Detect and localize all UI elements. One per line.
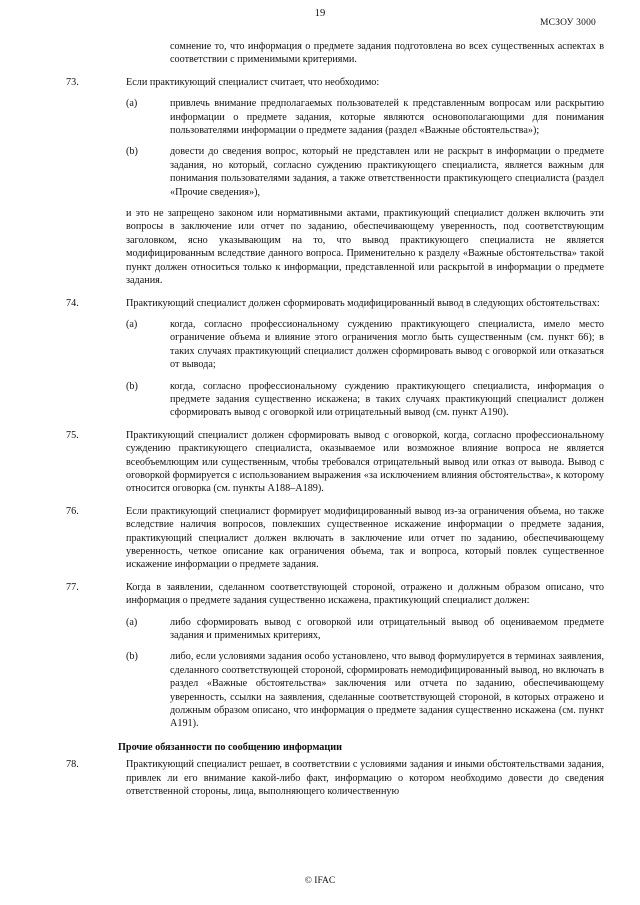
paragraph-77	[66, 581, 604, 731]
continuation-paragraph	[126, 40, 604, 67]
paragraph-number: 76.	[66, 505, 79, 517]
list-item-text: либо, если условиями задания особо установлено, что вывод формулируется в терминах заявления, сделанного соответствующей стороной, сформировать немодифицированный вывод, но включать в раздел «Важные обстоятельства» заключения или отчета по заданию, обеспечивающему уверенность, ссылки на заявления, сделанные соответствующей стороной, в которых отражено и должным образом описано, что информация о предмете задания существенно искажена (см. пункт A191).	[170, 651, 604, 730]
footer-copyright: © IFAC	[304, 876, 336, 886]
list-item-text: либо сформировать вывод с оговоркой или отрицательный вывод об оцениваемом предмете задания и применимых критериях,	[170, 616, 604, 642]
list-item	[126, 318, 604, 372]
list-item-text: довести до сведения вопрос, который не представлен или не раскрыт в информации о предмете задания, но который, согласно суждению практикующего специалиста, является важным для понимания пользователями задания, а также ответственности практикующего специалиста (раздел «Прочие сведения»),	[170, 146, 604, 198]
page-number: 19	[314, 8, 326, 19]
list-item-text: когда, согласно профессиональному суждению практикующего специалиста, информация о предмете задания существенно искажена; в таких случаях практикующий специалист должен сформировать вывод с оговоркой или отрицательный вывод (см. пункт A190).	[170, 380, 604, 419]
paragraph-text: Практикующий специалист должен сформировать модифицированный вывод в следующих обстоятельствах:	[126, 297, 600, 309]
paragraph-number: 77.	[66, 581, 79, 593]
paragraph-75	[66, 429, 604, 496]
list-item	[126, 650, 604, 730]
list-item	[126, 616, 604, 643]
paragraph-number: 74.	[66, 297, 79, 309]
list-item-label: (a)	[126, 318, 138, 330]
list-item	[126, 97, 604, 137]
paragraph-text: Практикующий специалист должен сформировать вывод с оговоркой, когда, согласно профессиональному суждению практикующего специалиста, оказываемое или возможное влияние вопроса не является всеобъемлющим или существенным, чтобы требовался отрицательный вывод или отказ от вывода. Вывод с оговоркой формируется с использованием выражения «за исключением влияния обстоятельства», к которому относится оговорка (см. пункты A188–A189).	[126, 429, 604, 495]
list-item	[126, 145, 604, 199]
paragraph-76	[66, 505, 604, 572]
section-heading: Прочие обязанности по сообщению информации	[118, 741, 342, 753]
paragraph-73	[66, 76, 604, 288]
paragraph-text: Когда в заявлении, сделанном соответствующей стороной, отражено и должным образом описано, что информация о предмете задания существенно искажена, практикующий специалист должен:	[126, 581, 604, 607]
document-code: МСЗОУ 3000	[540, 18, 596, 28]
paragraph-text: Практикующий специалист решает, в соответствии с условиями задания и иными обстоятельствами задания, привлек ли его внимание какой-либо факт, информацию о котором необходимо довести до сведения ответственной стороны, лица, выполняющего количественную	[126, 759, 604, 798]
list-item-label: (b)	[126, 146, 138, 158]
continuation-text: сомнение то, что информация о предмете задания подготовлена во всех существенных аспектах в соответствии с применимыми критериями.	[170, 41, 604, 66]
paragraph-text: Если практикующий специалист считает, что необходимо:	[126, 76, 380, 88]
paragraph-74	[66, 297, 604, 420]
paragraph-closing-text: и это не запрещено законом или нормативными актами, практикующий специалист должен включить эти вопросы в заключение или отчет по заданию, обеспечивающему уверенность, под соответствующим заголовком, ясно указывающим на то, что вывод практикующего специалиста не является модифицированным вследствие данного вопроса. Применительно к разделу «Важные обстоятельства» такой пункт должен относиться только к информации, представленной или раскрытой в информации о предмете задания.	[126, 208, 604, 287]
list-item-label: (b)	[126, 651, 138, 663]
paragraph-78	[66, 758, 604, 798]
list-item-label: (a)	[126, 98, 138, 110]
list-item-text: привлечь внимание предполагаемых пользователей к представленным вопросам или раскрытию информации о предмете задания, которые являются основополагающими для понимания пользователями информации о предмете задания (раздел «Важные обстоятельства»);	[170, 98, 604, 137]
list-item	[126, 380, 604, 420]
paragraph-number: 75.	[66, 429, 79, 441]
paragraph-text: Если практикующий специалист формирует модифицированный вывод из-за ограничения объема, но также вследствие наличия вопросов, повлекших существенное искажение информации о предмете задания, практикующий специалист должен включать в заключение или отчет по заданию, обеспечивающему уверенность, четкое описание как ограничения объема, так и вопроса, который повлек существенное искажение информации о предмете задания.	[126, 505, 604, 571]
paragraph-number: 78.	[66, 759, 79, 771]
paragraph-number: 73.	[66, 76, 79, 88]
list-item-text: когда, согласно профессиональному суждению практикующего специалиста, имело место ограничение объема и влияние этого ограничения могло быть существенным (см. пункт 66); в таких случаях практикующий специалист должен сформировать вывод с оговоркой или отказаться от вывода;	[170, 318, 604, 371]
list-item-label: (b)	[126, 380, 138, 392]
list-item-label: (a)	[126, 616, 138, 628]
document-body	[66, 40, 604, 799]
